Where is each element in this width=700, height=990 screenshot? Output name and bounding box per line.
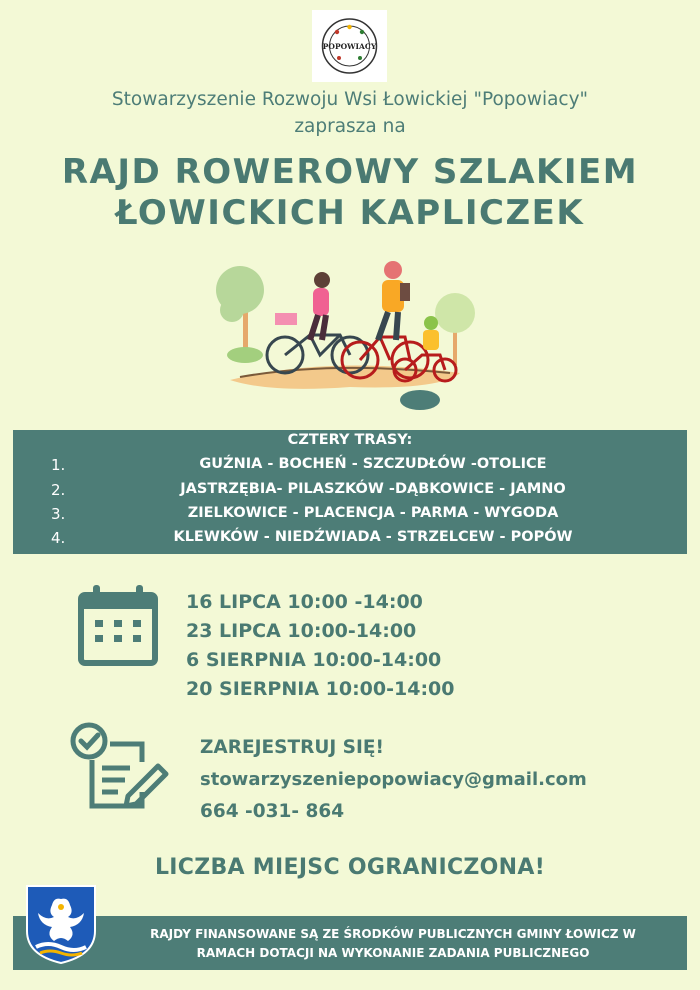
intro-text <box>0 86 700 140</box>
register-heading: ZAREJESTRUJ SIĘ! <box>200 737 384 758</box>
dates-list <box>186 588 454 704</box>
logo-text: POPOWIACY <box>322 42 377 51</box>
coat-of-arms-icon <box>24 883 98 969</box>
date-item: 23 LIPCA 10:00-14:00 <box>186 620 417 642</box>
limited-notice: LICZBA MIEJSC OGRANICZONA! <box>154 855 546 880</box>
title-line-2: ŁOWICKICH KAPLICZEK <box>115 193 585 233</box>
phone-number[interactable]: 664 -031- 864 <box>200 801 345 822</box>
route-item <box>13 453 687 476</box>
route-item <box>13 478 687 501</box>
footer-line-2: RAMACH DOTACJI NA WYKONANIE ZADANIA PUBLICZNEGO <box>196 946 590 960</box>
calendar-icon <box>78 585 158 671</box>
date-item: 20 SIERPNIA 10:00-14:00 <box>186 678 455 700</box>
association-logo <box>312 10 387 82</box>
email-link[interactable]: stowarzyszeniepopowiacy@gmail.com <box>200 769 587 790</box>
intro-line-2: zaprasza na <box>294 116 406 137</box>
register-block <box>200 732 587 828</box>
footer-banner <box>13 916 687 970</box>
route-name: JASTRZĘBIA- PILASZKÓW -DĄBKOWICE - JAMNO <box>180 481 566 497</box>
route-name: GUŹNIA - BOCHEŃ - SZCZUDŁÓW -OTOLICE <box>199 456 547 472</box>
footer-line-1: RAJDY FINANSOWANE SĄ ZE ŚRODKÓW PUBLICZNYCH GMINY ŁOWICZ W <box>150 927 636 941</box>
route-number: 2. <box>51 481 66 499</box>
route-item <box>13 502 687 525</box>
date-item: 16 LIPCA 10:00 -14:00 <box>186 591 423 613</box>
intro-line-1: Stowarzyszenie Rozwoju Wsi Łowickiej "Popowiacy" <box>111 89 589 110</box>
date-item: 6 SIERPNIA 10:00-14:00 <box>186 649 442 671</box>
routes-panel <box>13 430 687 554</box>
checklist-pen-icon <box>70 722 170 816</box>
route-number: 3. <box>51 505 66 523</box>
cyclists-illustration <box>210 255 480 419</box>
route-number: 1. <box>51 456 66 474</box>
route-name: ZIELKOWICE - PLACENCJA - PARMA - WYGODA <box>187 505 559 521</box>
footer-text <box>108 925 678 963</box>
page-title <box>0 152 700 234</box>
route-number: 4. <box>51 529 66 547</box>
route-name: KLEWKÓW - NIEDŹWIADA - STRZELCEW - POPÓW <box>173 529 573 545</box>
route-item <box>13 526 687 549</box>
routes-heading: CZTERY TRASY: <box>287 432 413 448</box>
title-line-1: RAJD ROWEROWY SZLAKIEM <box>61 152 639 192</box>
